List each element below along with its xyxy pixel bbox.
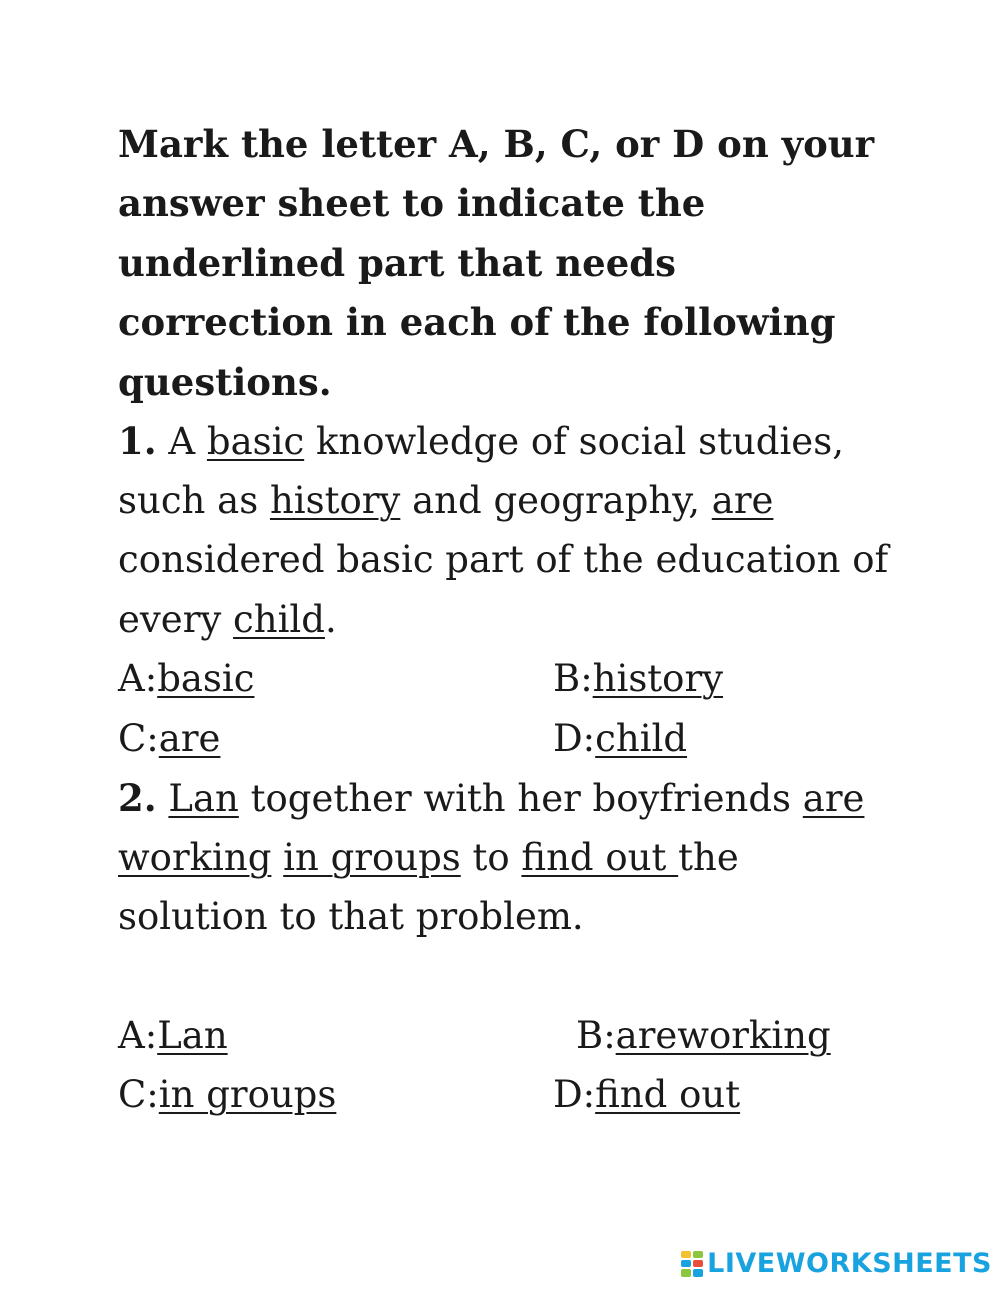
- question-1-line-3: considered basic part of the education of: [118, 538, 889, 581]
- option-text: areworking: [615, 1014, 831, 1057]
- question-2-text: [271, 836, 283, 879]
- option-letter: A:: [118, 657, 158, 700]
- question-2-line-1: [118, 776, 864, 821]
- question-2-text: together with her boyfriends: [238, 777, 803, 820]
- question-2-number: 2.: [118, 776, 157, 820]
- question-1-option-d[interactable]: [553, 717, 687, 761]
- option-letter: B:: [576, 1014, 616, 1057]
- question-1-option-b[interactable]: [553, 657, 723, 701]
- question-2-underlined-lan: Lan: [168, 777, 239, 820]
- instructions-line-5: questions.: [118, 360, 332, 404]
- question-2-text: the: [678, 836, 739, 879]
- question-1-text: knowledge of social studies,: [304, 420, 844, 463]
- question-2-option-a[interactable]: [118, 1014, 228, 1058]
- option-text: history: [592, 657, 724, 700]
- question-2-underlined-in-groups: in groups: [283, 836, 461, 879]
- liveworksheets-logo[interactable]: [681, 1248, 992, 1279]
- instructions-line-2: answer sheet to indicate the: [118, 181, 706, 225]
- question-2-line-3: solution to that problem.: [118, 895, 584, 938]
- question-1-option-a[interactable]: [118, 657, 254, 701]
- question-1-text: .: [324, 598, 337, 641]
- question-1-text: and geography,: [400, 479, 712, 522]
- option-letter: D:: [553, 717, 596, 760]
- question-1-number: 1.: [118, 419, 157, 463]
- question-2-text: [157, 777, 169, 820]
- question-2-underlined-working: working: [118, 836, 272, 879]
- question-1-text: every: [118, 598, 234, 641]
- option-letter: C:: [118, 1073, 159, 1116]
- question-2-underlined-find-out: find out: [521, 836, 679, 879]
- question-1-text: such as: [118, 479, 270, 522]
- instructions-line-1: Mark the letter A, B, C, or D on your: [118, 122, 875, 166]
- question-1-underlined-history: history: [269, 479, 401, 522]
- question-1-text: A: [156, 420, 207, 463]
- question-2-line-2: [118, 836, 739, 880]
- option-text: find out: [595, 1073, 741, 1116]
- question-1-underlined-are: are: [711, 479, 774, 522]
- option-text: Lan: [157, 1014, 228, 1057]
- question-2-underlined-are: are: [802, 777, 865, 820]
- option-text: child: [595, 717, 688, 760]
- question-2-option-d[interactable]: [553, 1073, 740, 1117]
- option-letter: A:: [118, 1014, 158, 1057]
- option-letter: D:: [553, 1073, 596, 1116]
- instructions-line-4: correction in each of the following: [118, 300, 836, 344]
- question-1-line-4: [118, 598, 337, 642]
- question-1-line-1: [118, 419, 844, 464]
- option-letter: C:: [118, 717, 159, 760]
- question-1-underlined-child: child: [233, 598, 325, 641]
- question-1-line-2: [118, 479, 773, 523]
- question-2-text: to: [460, 836, 522, 879]
- liveworksheets-logo-icon: [681, 1251, 703, 1277]
- question-2-option-b[interactable]: [576, 1014, 831, 1058]
- option-letter: B:: [553, 657, 593, 700]
- liveworksheets-logo-text: LIVEWORKSHEETS: [707, 1248, 992, 1279]
- question-1-underlined-basic: basic: [206, 420, 305, 463]
- question-1-option-c[interactable]: [118, 717, 220, 761]
- option-text: in groups: [158, 1073, 337, 1116]
- option-text: are: [158, 717, 221, 760]
- instructions-line-3: underlined part that needs: [118, 241, 676, 285]
- option-text: basic: [157, 657, 255, 700]
- question-2-option-c[interactable]: [118, 1073, 336, 1117]
